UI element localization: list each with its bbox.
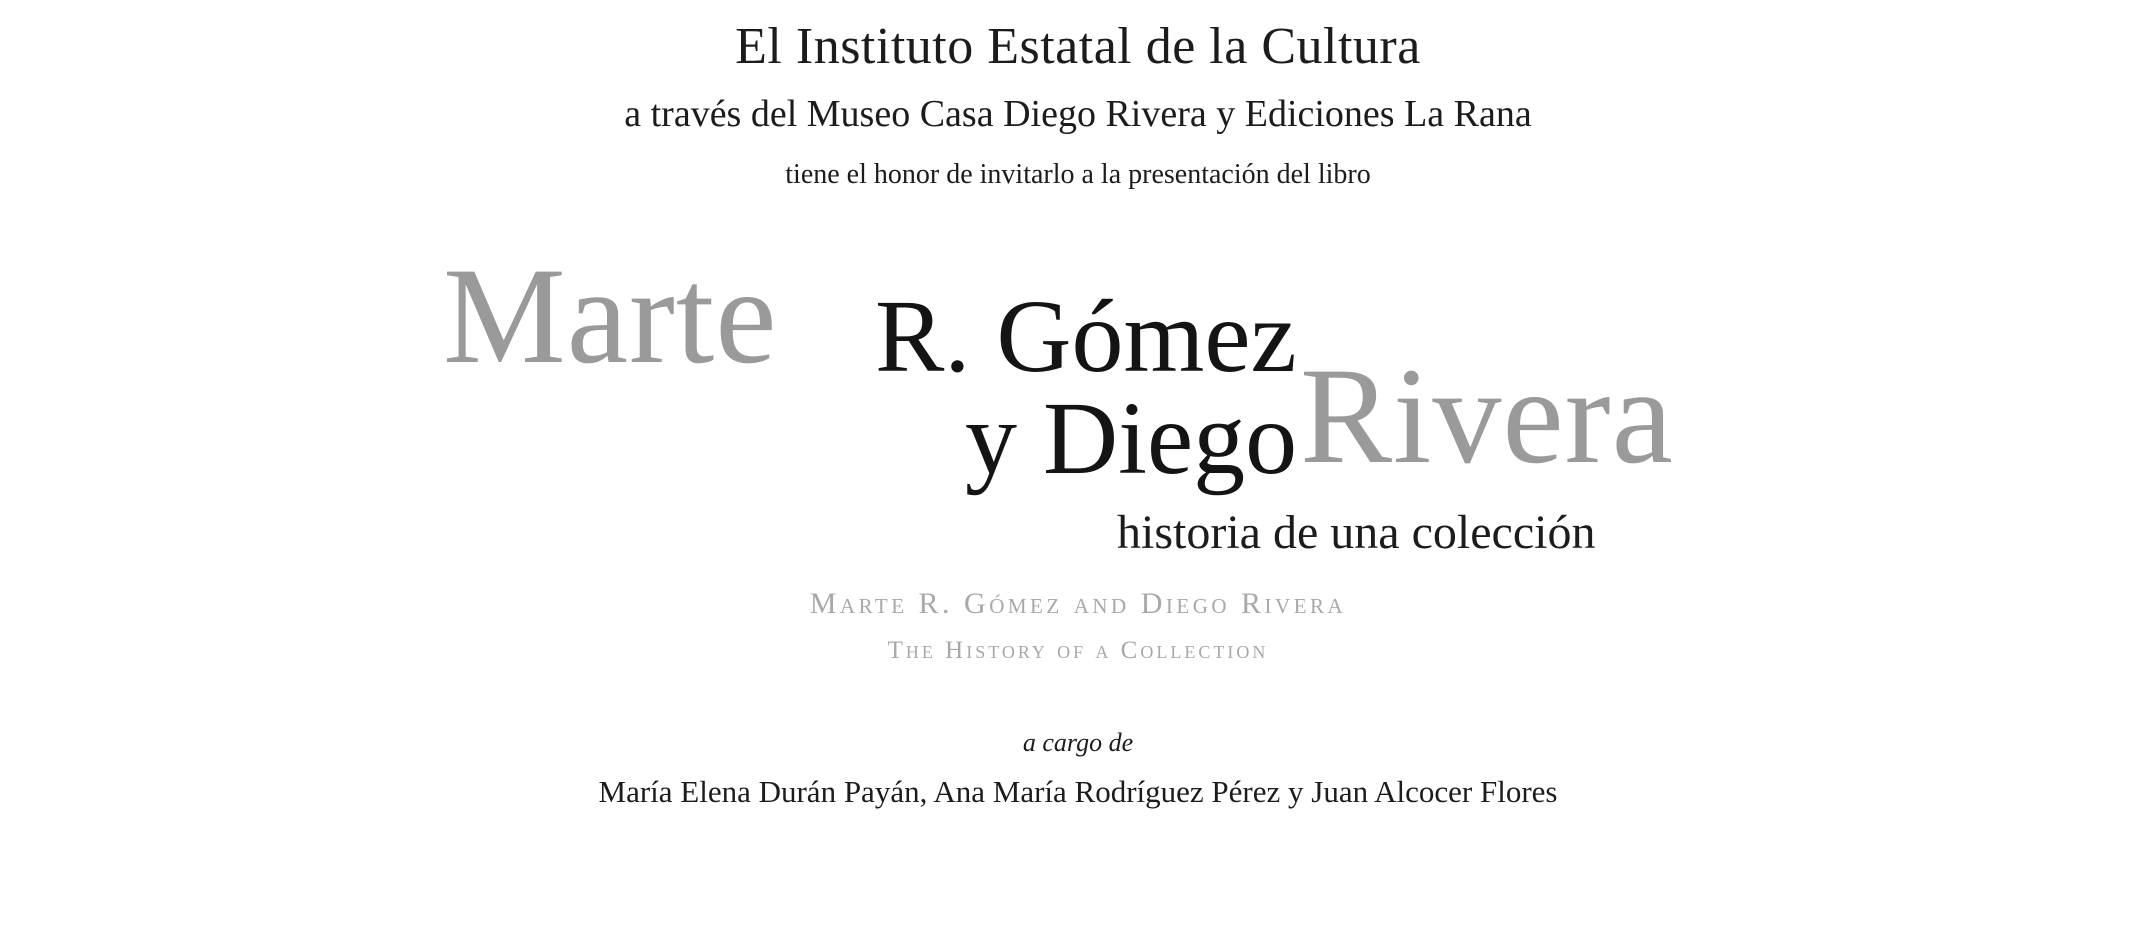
institution-through: a través del Museo Casa Diego Rivera y Ediciones La Rana: [624, 93, 1532, 136]
title-word-y-diego: y Diego: [965, 381, 1298, 497]
title-word-marte: Marte: [443, 239, 778, 393]
invitation-text: tiene el honor de invitarlo a la presentación del libro: [785, 158, 1371, 190]
book-subtitle: historia de una colección: [1117, 506, 1596, 560]
presenters-label: a cargo de: [1022, 727, 1134, 757]
english-title-line1: Marte R. Gómez and Diego Rivera: [809, 587, 1347, 621]
english-title-block: [0, 585, 2156, 666]
book-title-block: [0, 237, 2156, 567]
title-word-r-gomez: R. Gómez: [875, 279, 1297, 395]
title-word-rivera: Rivera: [1300, 339, 1674, 493]
header-block: [0, 0, 2156, 193]
presenters-names: María Elena Durán Payán, Ana María Rodríguez Pérez y Juan Alcocer Flores: [598, 773, 1558, 809]
english-title-line2: The History of a Collection: [887, 636, 1269, 664]
institution-name: El Instituto Estatal de la Cultura: [735, 18, 1421, 75]
presenters-block: [0, 728, 2156, 810]
